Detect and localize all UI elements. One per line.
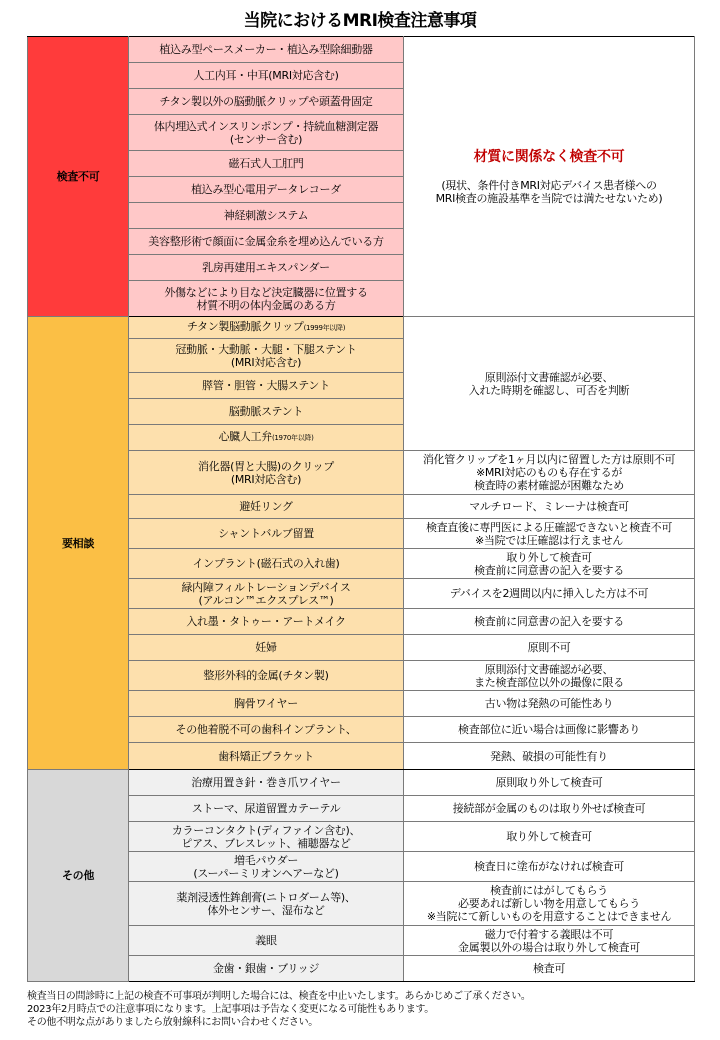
consult-item: 膵管・胆管・大腸ステント [129, 373, 404, 399]
consult-item [129, 317, 404, 339]
consult-note: 古い物は発熱の可能性あり [404, 691, 695, 717]
footer-line: その他不明な点がありましたら放射線科にお問い合わせください。 [27, 1017, 318, 1028]
consult-item: シャントバルブ留置 [129, 519, 404, 549]
consult-item: 緑内障フィルトレーションデバイス (アルコン™エクスプレス™) [129, 579, 404, 609]
prohibited-note-headline: 材質に関係なく検査不可 [473, 149, 625, 165]
other-item: カラーコンタクト(ディファイン含む)、 ピアス、ブレスレット、補聴器など [129, 822, 404, 852]
prohibited-note [404, 37, 695, 317]
page-title: 当院におけるMRI検査注意事項 [243, 11, 477, 31]
other-item: 治療用置き針・巻き爪ワイヤー [129, 770, 404, 796]
consult-item: 冠動脈・大動脈・大腿・下腿ステント (MRI対応含む) [129, 339, 404, 373]
other-note: 取り外して検査可 [404, 822, 695, 852]
prohibited-item: 神経刺激システム [129, 203, 404, 229]
other-item: 増毛パウダー (スーパーミリオンヘアーなど) [129, 852, 404, 882]
other-item: 薬剤浸透性鉾創膏(ニトロダーム等)、 体外センサー、湿布など [129, 882, 404, 926]
consult-item: インプラント(磁石式の入れ歯) [129, 549, 404, 579]
other-note: 検査前にはがしてもらう 必要あれば新しい物を用意してもらう ※当院にて新しいものを用意することはできません [404, 882, 695, 926]
prohibited-item: チタン製以外の脳動脈クリップや頭蓋骨固定 [129, 89, 404, 115]
year-note: (1999年以降) [303, 324, 346, 332]
category-prohibited: 検査不可 [28, 37, 129, 317]
consult-note: 消化管クリップを1ヶ月以内に留置した方は原則不可 ※MRI対応のものも存在するが 検査時の素材確認が困難なため [404, 451, 695, 495]
consult-item: その他着脱不可の歯科インプラント、 [129, 717, 404, 743]
prohibited-item: 外傷などにより目など決定臓器に位置する 材質不明の体内金属のある方 [129, 281, 404, 317]
other-note: 検査可 [404, 956, 695, 982]
footer-line: 検査当日の問診時に上記の検査不可事項が判明した場合には、検査を中止いたします。あらかじめご了承ください。 [27, 991, 531, 1002]
consult-note: 原則添付文書確認が必要、 入れた時期を確認し、可否を判断 [404, 317, 695, 451]
footer-notes [27, 990, 707, 1029]
prohibited-item: 乳房再建用エキスパンダー [129, 255, 404, 281]
prohibited-item: 体内埋込式インスリンポンプ・持続血糖測定器 (センサー含む) [129, 115, 404, 151]
consult-item [129, 425, 404, 451]
consult-item: 入れ墨・タトゥー・アートメイク [129, 609, 404, 635]
consult-note: 発熱、破損の可能性有り [404, 743, 695, 770]
consult-item: 避妊リング [129, 495, 404, 519]
prohibited-item: 植込み型心電用データレコーダ [129, 177, 404, 203]
prohibited-item: 美容整形術で顔面に金属金糸を埋め込んでいる方 [129, 229, 404, 255]
consult-note: マルチロード、ミレーナは検査可 [404, 495, 695, 519]
consult-item: 歯科矯正ブラケット [129, 743, 404, 770]
other-item: 金歯・銀歯・ブリッジ [129, 956, 404, 982]
consult-item: 整形外科的金属(チタン製) [129, 661, 404, 691]
consult-note: 検査部位に近い場合は画像に影響あり [404, 717, 695, 743]
category-other: その他 [28, 770, 129, 982]
other-item: ストーマ、尿道留置カテーテル [129, 796, 404, 822]
other-note: 接続部が金属のものは取り外せば検査可 [404, 796, 695, 822]
consult-item: 妊婦 [129, 635, 404, 661]
other-note: 検査日に塗布がなければ検査可 [404, 852, 695, 882]
other-item: 義眼 [129, 926, 404, 956]
consult-note: 検査直後に専門医による圧確認できないと検査不可 ※当院では圧確認は行えません [404, 519, 695, 549]
prohibited-item: 磁石式人工肛門 [129, 151, 404, 177]
other-note: 磁力で付着する義眼は不可 金属製以外の場合は取り外して検査可 [404, 926, 695, 956]
footer-line: 2023年2月時点での注意事項になります。上記事項は予告なく変更になる可能性もあります。 [27, 1004, 435, 1015]
prohibited-item: 植込み型ペースメーカー・植込み型除細動器 [129, 37, 404, 63]
other-note: 原則取り外して検査可 [404, 770, 695, 796]
consult-item: 胸骨ワイヤー [129, 691, 404, 717]
year-note: (1970年以降) [271, 434, 314, 442]
consult-item: 脳動脈ステント [129, 399, 404, 425]
consult-note: 原則不可 [404, 635, 695, 661]
consult-note: 取り外して検査可 検査前に同意書の記入を要する [404, 549, 695, 579]
consult-item: 消化器(胃と大腸)のクリップ (MRI対応含む) [129, 451, 404, 495]
category-consult: 要相談 [28, 317, 129, 770]
prohibited-note-sub: (現状、条件付きMRI対応デバイス患者様への MRI検査の施設基準を当院では満たせないため) [435, 179, 663, 205]
consult-item-label: チタン製脳動脈クリップ [186, 320, 304, 333]
prohibited-item: 人工内耳・中耳(MRI対応含む) [129, 63, 404, 89]
mri-precautions-table [27, 36, 695, 982]
consult-note: 検査前に同意書の記入を要する [404, 609, 695, 635]
consult-note: 原則添付文書確認が必要、 また検査部位以外の撮像に限る [404, 661, 695, 691]
consult-item-label: 心臓人工弁 [218, 430, 272, 443]
consult-note: デバイスを2週間以内に挿入した方は不可 [404, 579, 695, 609]
